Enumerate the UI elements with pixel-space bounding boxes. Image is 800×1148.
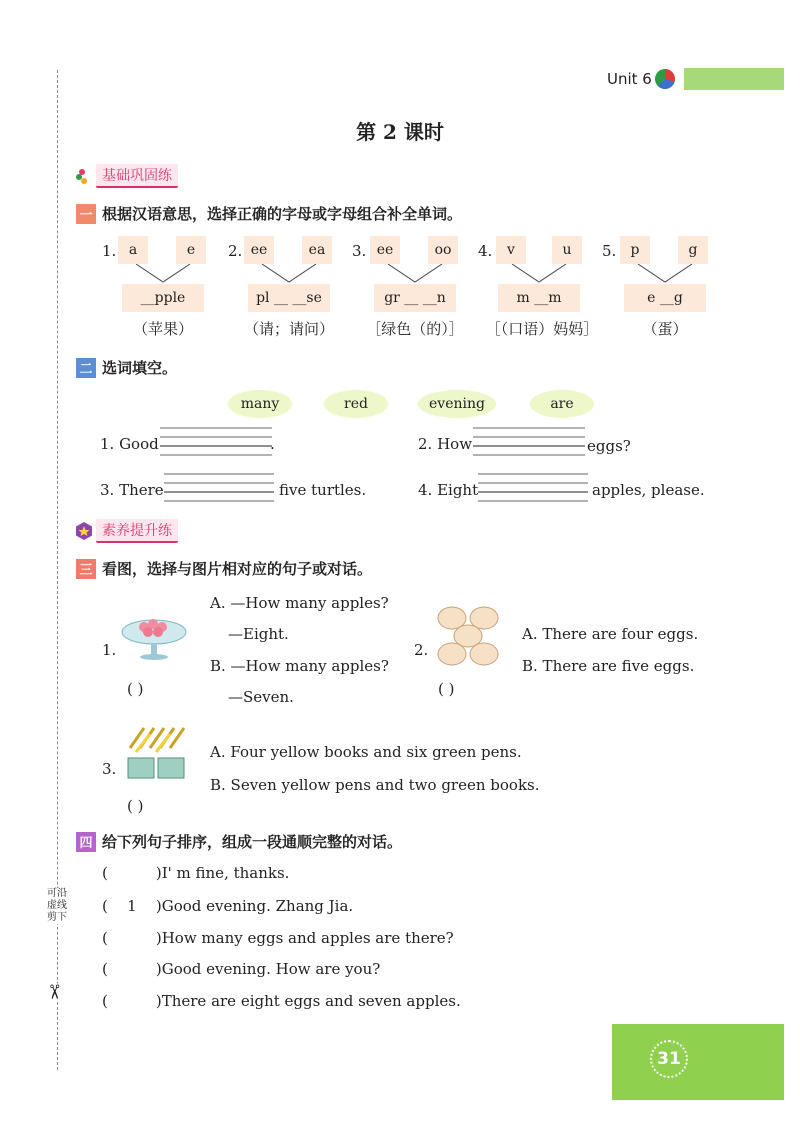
page-title: 第 2 课时: [356, 120, 444, 144]
q1-instruction: 根据汉语意思，选择正确的字母或字母组合补全单词。: [102, 205, 463, 223]
q3-option: B. Seven yellow pens and two green books.: [210, 776, 540, 794]
flower-icon: [74, 166, 94, 186]
page-number-box: [612, 1024, 784, 1100]
q1-option-a[interactable]: a: [118, 236, 148, 264]
unit-bar: [684, 68, 784, 90]
q1-option-a[interactable]: ee: [370, 236, 400, 264]
connector-lines: [620, 264, 710, 284]
connector-lines: [118, 264, 208, 284]
q1-word: m __m: [498, 284, 580, 312]
q3-instruction: 看图，选择与图片相对应的句子或对话。: [102, 560, 373, 578]
q1-option-b[interactable]: oo: [428, 236, 458, 264]
q2-instruction: 选词填空。: [102, 359, 178, 377]
answer-blank[interactable]: [164, 470, 274, 506]
connector-lines: [494, 264, 584, 284]
q1-item: [100, 236, 220, 346]
q3-item-index: 2.: [414, 641, 429, 659]
q3-option: A. Four yellow books and six green pens.: [210, 743, 522, 761]
section-improve-label: 素养提升练: [96, 519, 178, 543]
q2-sentence-3-end: five turtles.: [279, 481, 367, 499]
connector-lines: [370, 264, 460, 284]
q1-meaning: （蛋）: [642, 320, 688, 338]
q4-number: 四: [76, 832, 96, 852]
answer-blank[interactable]: [160, 424, 272, 460]
q1-item-index: 3.: [352, 242, 367, 260]
q4-row: ( )I' m fine, thanks.: [102, 864, 290, 882]
q3-number: 三: [76, 559, 96, 579]
word-option: many: [228, 390, 292, 418]
q1-option-a[interactable]: ee: [244, 236, 274, 264]
cut-hint: 可沿虚线剪下: [47, 888, 67, 923]
q1-heading: [76, 203, 462, 224]
q3-option: A. There are four eggs.: [522, 625, 699, 643]
q1-number: 一: [76, 204, 96, 224]
q1-word: __pple: [122, 284, 204, 312]
q2-sentence-2-end: eggs?: [587, 437, 631, 455]
q1-item-index: 5.: [602, 242, 617, 260]
q4-answer[interactable]: 1: [127, 897, 137, 915]
q4-row: ( )There are eight eggs and seven apples.: [102, 992, 461, 1010]
unit-label: Unit 6: [607, 70, 652, 88]
answer-paren[interactable]: ( ): [127, 797, 144, 815]
q1-item: [226, 236, 346, 346]
q1-word: e __g: [624, 284, 706, 312]
q1-option-b[interactable]: g: [678, 236, 708, 264]
q1-option-a[interactable]: p: [620, 236, 650, 264]
q2-sentence-4-end: apples, please.: [592, 481, 705, 499]
answer-paren[interactable]: ( ): [438, 680, 455, 698]
q1-meaning: ［（口语）妈妈］: [485, 320, 599, 338]
answer-blank[interactable]: [478, 470, 588, 506]
section-basic-label: 基础巩固练: [96, 164, 178, 188]
q1-item: [602, 236, 722, 346]
pens-books-icon: [122, 722, 190, 784]
hexagon-icon: [74, 521, 94, 541]
q1-option-b[interactable]: ea: [302, 236, 332, 264]
page-number: 31: [650, 1040, 688, 1078]
q1-item: [476, 236, 606, 346]
q3-option: B. There are five eggs.: [522, 657, 695, 675]
q1-option-a[interactable]: v: [496, 236, 526, 264]
section-basic-tag: [74, 165, 178, 187]
q1-item-index: 1.: [102, 242, 117, 260]
q3-item-index: 1.: [102, 641, 117, 659]
q1-meaning: （苹果）: [132, 320, 193, 338]
q1-option-b[interactable]: u: [552, 236, 582, 264]
q4-row: ( )How many eggs and apples are there?: [102, 929, 454, 947]
word-option: are: [530, 390, 594, 418]
answer-blank[interactable]: [473, 424, 585, 460]
q1-meaning: （请；请问）: [243, 320, 334, 338]
q1-item-index: 2.: [228, 242, 243, 260]
q3-option: B. —How many apples?: [210, 657, 389, 675]
q1-word: gr __ __n: [374, 284, 456, 312]
q2-sentence-1-end: .: [270, 435, 275, 453]
q2-sentence-4: 4. Eight: [418, 481, 479, 499]
q1-item-index: 4.: [478, 242, 493, 260]
q3-heading: [76, 558, 372, 579]
q4-row: ( )Good evening. How are you?: [102, 960, 381, 978]
q4-heading: [76, 831, 402, 852]
scissors-icon: ✂: [42, 983, 67, 1001]
q1-meaning: ［绿色（的）］: [366, 320, 464, 338]
q2-sentence-1: 1. Good: [100, 435, 159, 453]
unit-ball-icon: [654, 68, 676, 90]
q1-item: [352, 236, 472, 346]
q3-option: A. —How many apples?: [210, 594, 389, 612]
q3-option: —Seven.: [228, 688, 294, 706]
q2-sentence-2: 2. How: [418, 435, 473, 453]
q3-option: —Eight.: [228, 625, 289, 643]
apple-plate-icon: [120, 610, 188, 662]
q2-sentence-3: 3. There: [100, 481, 164, 499]
answer-paren[interactable]: ( ): [127, 680, 144, 698]
section-improve-tag: [74, 520, 178, 542]
q4-row: ( 1 )Good evening. Zhang Jia.: [102, 897, 354, 915]
q2-number: 二: [76, 358, 96, 378]
q1-items: [100, 236, 740, 346]
eggs-icon: [432, 604, 504, 668]
q1-word: pl __ __se: [248, 284, 330, 312]
q3-item-index: 3.: [102, 760, 117, 778]
connector-lines: [244, 264, 334, 284]
word-option: evening: [418, 390, 496, 418]
q2-heading: [76, 357, 177, 378]
q4-instruction: 给下列句子排序，组成一段通顺完整的对话。: [102, 833, 403, 851]
word-option: red: [324, 390, 388, 418]
q1-option-b[interactable]: e: [176, 236, 206, 264]
